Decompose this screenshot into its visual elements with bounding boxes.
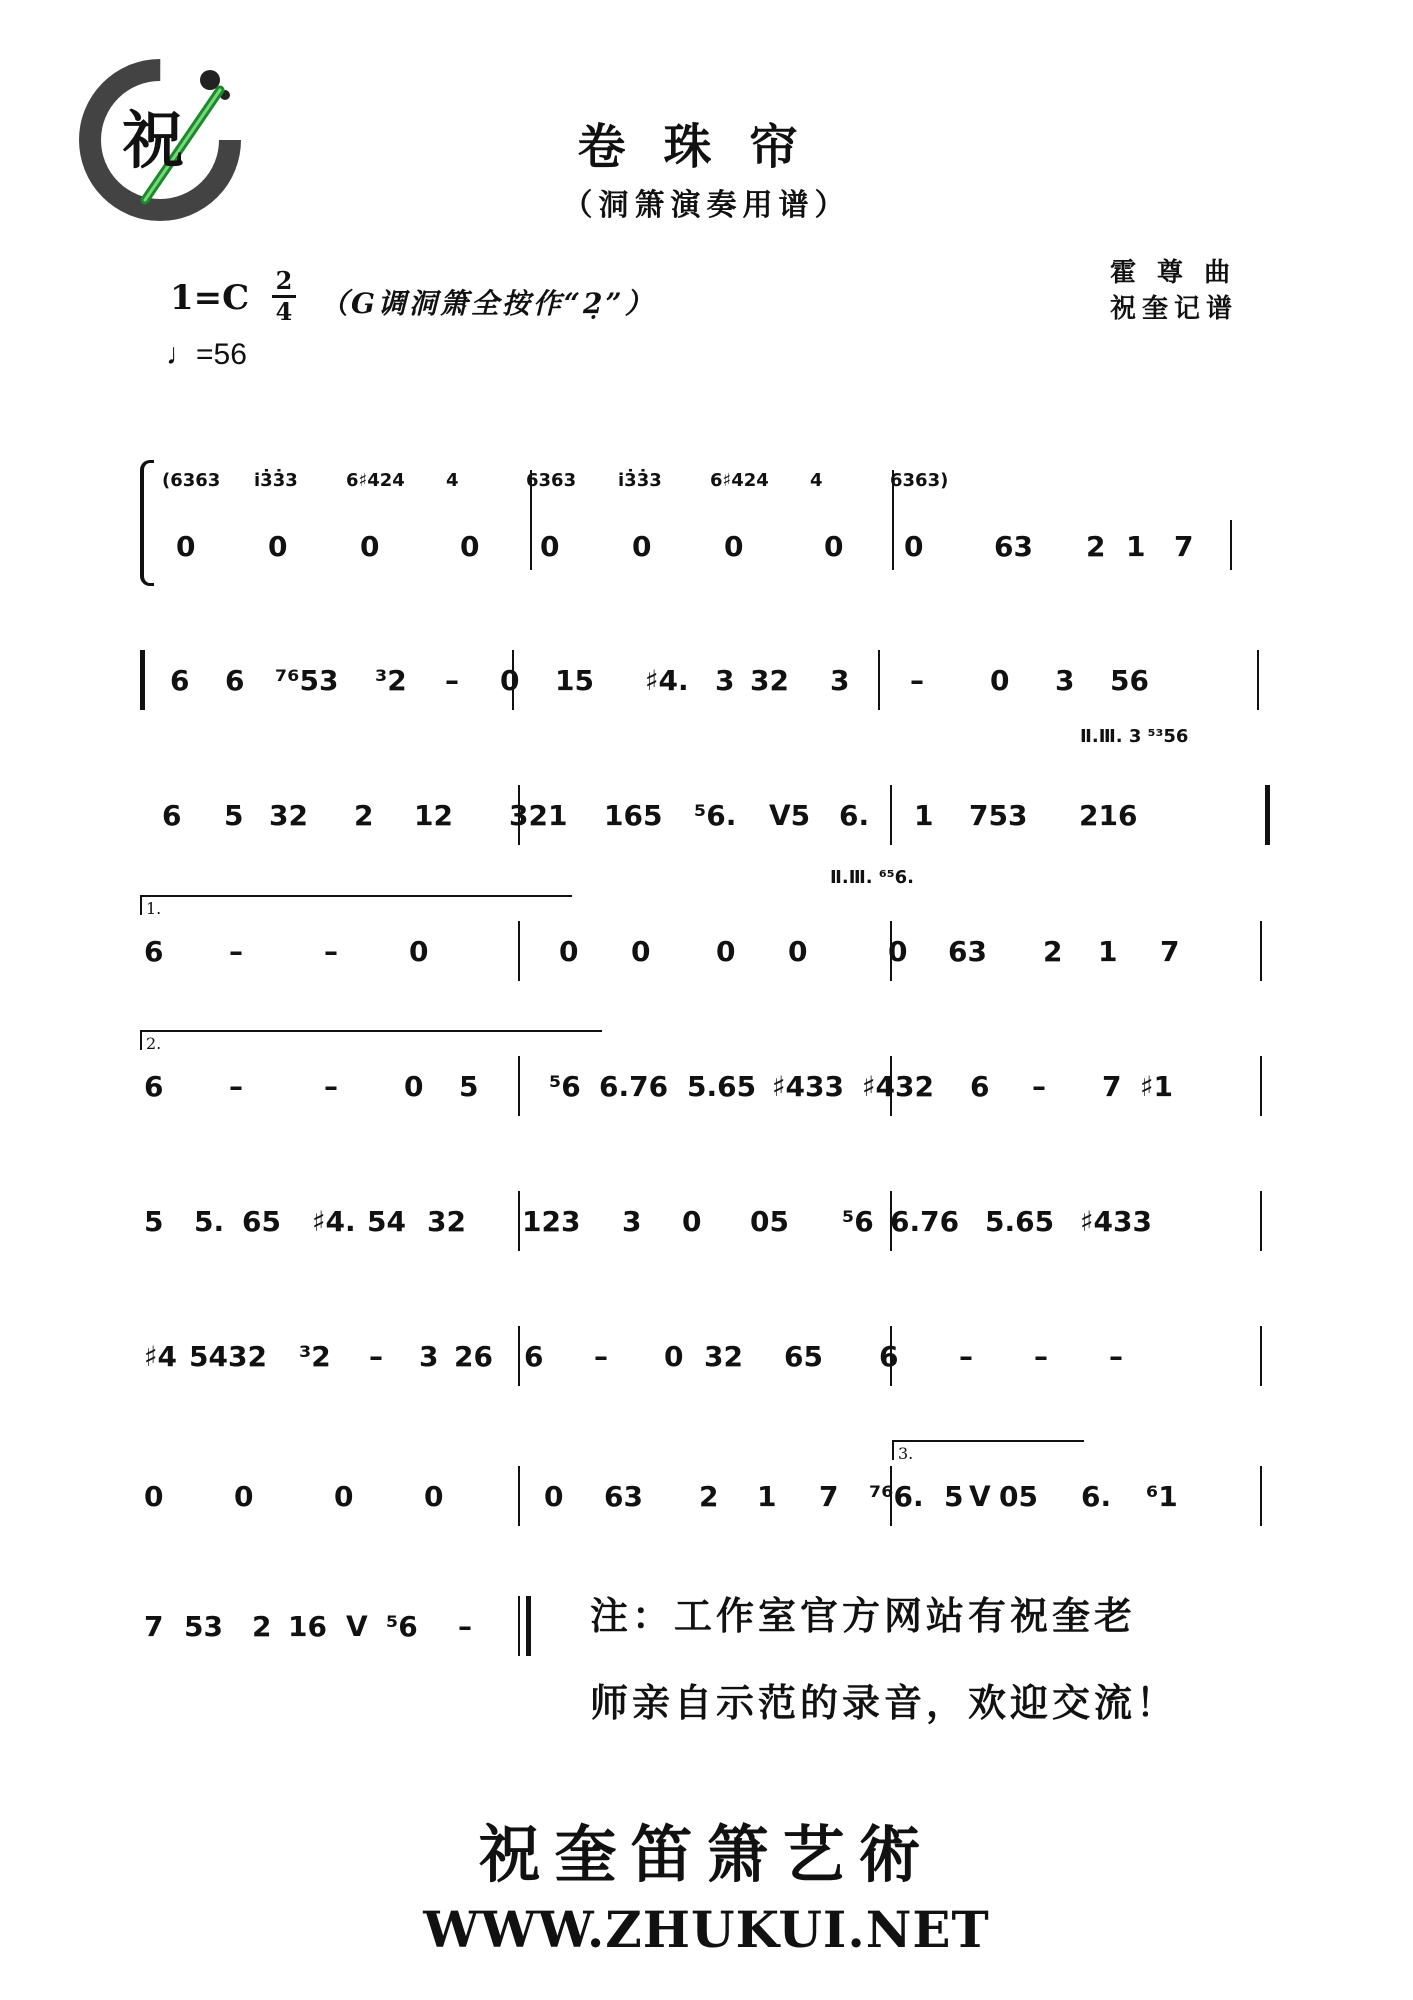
score-system-6: [140, 1195, 1280, 1305]
score-system-3: [140, 775, 1280, 888]
score-line-1-upper: (6363 i3̇3̇3 6♯424 4 6363 i3̇3̇3 6♯424 4 6363): [162, 470, 949, 491]
key-signature: 1=C: [170, 278, 250, 318]
score-line-1-lower: 0 0 0 0 0 0 0 0 0 63 2 1 7: [176, 530, 1194, 563]
footer-brand: 祝奎笛箫艺術: [478, 1818, 935, 1891]
logo-char: 祝: [122, 104, 185, 177]
score-line-4: 6 – – 0 0 0 0 0 0 63 2 1 7: [144, 935, 1180, 968]
score-line-2: 6 6 ⁷⁶53 ³2 – 0 15 ♯4. 3 32 3 – 0 3 56: [170, 664, 1149, 697]
meter-top: 2: [275, 266, 293, 295]
song-title: 卷珠帘: [577, 119, 836, 175]
song-subtitle: （洞箫演奏用谱）: [562, 188, 851, 223]
score-line-8: 0 0 0 0 0 63 2 1 7 ⁷⁶6. 5 ᐯ 05 6. ⁶1: [144, 1480, 1178, 1513]
transcriber-credit: 祝奎记谱: [1110, 294, 1239, 324]
score-system-1: [140, 460, 1240, 580]
volta-2: 2.: [146, 1034, 162, 1053]
meter-bottom: 4: [275, 297, 293, 326]
score-system-8: [140, 1440, 1280, 1560]
score-system-5: [140, 1030, 1280, 1140]
tempo-marking: ♩=56: [166, 338, 247, 371]
score-system-7: [140, 1330, 1280, 1440]
composer-credit: 霍 尊 曲: [1110, 258, 1237, 288]
score-system-9: [140, 1600, 600, 1710]
footer-website-link[interactable]: WWW.ZHUKUI.NET: [423, 1900, 990, 1959]
key-note: （G调洞箫全按作“2̣”）: [320, 287, 656, 320]
score-line-9: 7 53 2 16 ᐯ ⁵6 –: [144, 1610, 472, 1643]
note-line-2: 师亲自示范的录音，欢迎交流！: [590, 1681, 1179, 1725]
volta-3: 3.: [898, 1444, 914, 1463]
score-system-2: [140, 640, 1280, 750]
score-system-4: [140, 895, 1280, 1005]
score-line-3-alt: Ⅱ.Ⅲ. ⁶⁵6.: [830, 867, 914, 888]
score-line-3: 6 5 32 2 12 321 165 ⁵6. ᐯ5 6. 1 753 216: [162, 799, 1138, 832]
score-line-7: ♯4 5432 ³2 – 3 26 6 – 0 32 65 6 – – –: [144, 1340, 1123, 1373]
score-line-5: 6 – – 0 5 ⁵6 6.76 5.65 ♯433 ♯432 6 – 7 ♯1: [144, 1070, 1174, 1103]
note-line-1: 注：工作室官方网站有祝奎老: [590, 1594, 1137, 1638]
score-line-6: 5 5. 65 ♯4. 54 32 123 3 0 05 ⁵6 6.76 5.65 ♯433: [144, 1205, 1152, 1238]
volta-1: 1.: [146, 899, 162, 918]
score-line-2-alt: Ⅱ.Ⅲ. 3 ⁵³56: [1080, 726, 1189, 747]
